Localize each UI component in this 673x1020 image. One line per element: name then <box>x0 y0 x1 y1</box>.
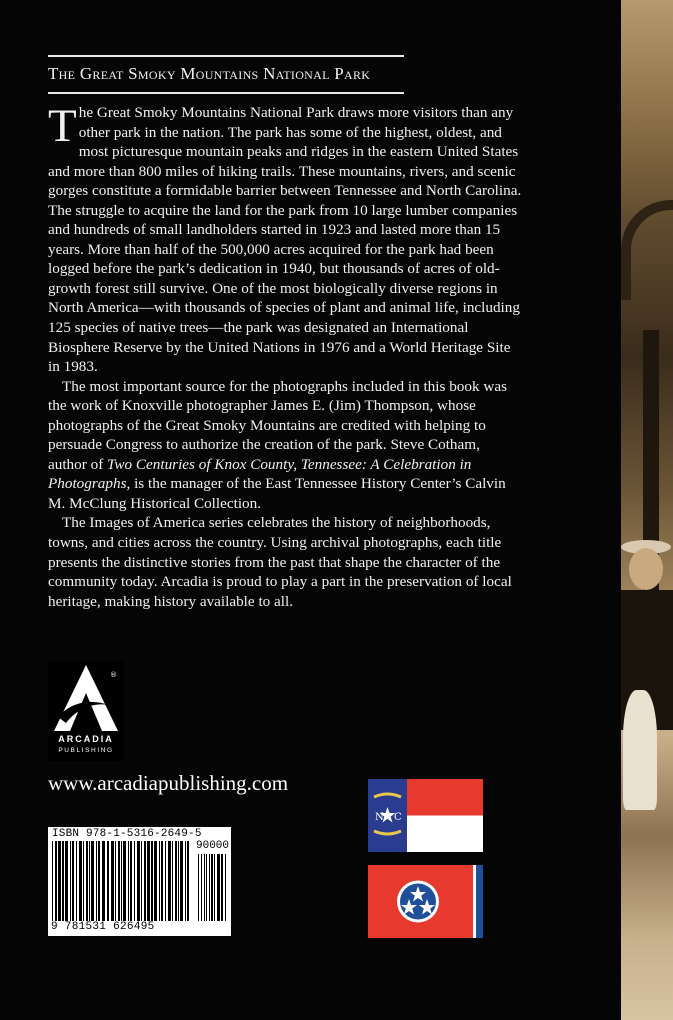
barcode-bar <box>83 841 84 921</box>
barcode-bar <box>178 841 179 921</box>
arcadia-a-icon <box>48 661 124 733</box>
registered-mark: ® <box>110 671 117 679</box>
barcode-bar <box>209 854 210 921</box>
barcode-bar <box>96 841 97 921</box>
barcode-bar <box>107 841 109 921</box>
barcode-bar <box>111 841 114 921</box>
barcode-bar <box>201 854 202 921</box>
barcode-bar <box>65 841 68 921</box>
barcode-bar <box>137 841 140 921</box>
barcode-bar <box>123 841 126 921</box>
barcode-bar <box>130 841 132 921</box>
barcode-bar <box>89 841 90 921</box>
book-reference: Two Centuries of Knox County, Tennessee: A Celebration in Photographs <box>48 455 472 493</box>
barcode-bar <box>79 841 82 921</box>
description <box>48 100 522 611</box>
photo-child <box>623 690 657 810</box>
barcode-bar <box>151 841 153 921</box>
paragraph-1-text: he Great Smoky Mountains National Park draws more visitors than any other park in the nation. The park has some of the highest, oldest, and most picturesque mountain peaks and ridges in the eastern United States and more than 800 miles of hiking trails. These mountains, rivers, and scenic gorges constitute a formidable barrier between Tennessee and North Carolina. The struggle to acquire the land for the park from 10 large lumber companies and hundreds of small landholders started in 1923 and lasted more than 15 years. More than half of the 500,000 acres acquired for the park had been logged before the park’s dedication in 1940, but thousands of acres of old-growth forest still survive. One of the most biologically diverse regions in North America—with thousands of species of plant and animal life, including 125 species of native trees—the park was designated an International Biosphere Reserve by the United Nations in 1976 and a World Heritage Site in 1983. <box>48 104 522 376</box>
barcode-bar <box>161 841 163 921</box>
barcode-bars <box>52 841 192 921</box>
title-rule <box>48 92 404 94</box>
north-carolina-flag <box>368 779 483 852</box>
top-rule <box>48 55 404 57</box>
barcode-bar <box>204 854 205 921</box>
paragraph-2 <box>48 377 522 514</box>
barcode-bar <box>98 841 100 921</box>
book-title: The Great Smoky Mountains National Park <box>48 64 371 83</box>
barcode-bar <box>175 841 177 921</box>
barcode-bar <box>147 841 150 921</box>
barcode-bar <box>134 841 135 921</box>
barcode-bar <box>72 841 74 921</box>
barcode-bar <box>217 854 220 921</box>
photo-arch <box>621 200 673 300</box>
barcode-bar <box>70 841 71 921</box>
publisher-url[interactable]: www.arcadiapublishing.com <box>48 771 289 795</box>
barcode-bar <box>141 841 142 921</box>
barcode-bar <box>159 841 160 921</box>
paragraph-1 <box>48 100 522 377</box>
barcode-bar <box>221 854 223 921</box>
paragraph-3: The Images of America series celebrates the history of neighborhoods, towns, and cities across the country. Using archival photographs, each title presents the distinctive stories from the past that shape the character of the community today. Arcadia is proud to play a part in the preservation of local heritage, making history available to all. <box>48 514 512 610</box>
barcode-bar <box>86 841 88 921</box>
barcode-bar <box>52 841 53 921</box>
logo-subtitle: PUBLISHING <box>58 747 114 754</box>
barcode-bar <box>211 854 213 921</box>
nc-letter-n: N <box>375 812 384 823</box>
price-code: 90000 <box>196 840 230 852</box>
photo-face <box>629 548 663 590</box>
barcode-addon-bars <box>198 854 228 921</box>
nc-letter-c: C <box>394 812 402 823</box>
barcode-bar <box>55 841 57 921</box>
barcode-bar <box>58 841 61 921</box>
barcode-digits: 9 781531 626495 <box>51 921 155 933</box>
barcode-bar <box>172 841 173 921</box>
barcode-bar <box>168 841 171 921</box>
barcode-bar <box>198 854 199 921</box>
barcode-bar <box>214 854 215 921</box>
barcode-bar <box>144 841 146 921</box>
barcode-bar <box>62 841 64 921</box>
barcode-bar <box>76 841 77 921</box>
barcode-bar <box>154 841 157 921</box>
isbn-text: ISBN 978-1-5316-2649-5 <box>52 828 202 840</box>
barcode-bar <box>115 841 116 921</box>
barcode-bar <box>180 841 183 921</box>
barcode-bar <box>225 854 226 921</box>
logo-name: ARCADIA <box>58 734 114 744</box>
tennessee-flag <box>368 865 483 938</box>
arcadia-logo <box>48 661 124 761</box>
barcode-bar <box>102 841 105 921</box>
cover-photo <box>621 0 673 1020</box>
barcode-bar <box>91 841 94 921</box>
barcode-bar <box>185 841 186 921</box>
barcode-bar <box>128 841 129 921</box>
barcode-bar <box>121 841 122 921</box>
isbn-barcode <box>48 827 231 936</box>
barcode-bar <box>206 854 207 921</box>
barcode-bar <box>187 841 189 921</box>
paragraph-2-end: , is the manager of the East Tennessee History Center’s Calvin M. McClung Historical Collection. <box>48 475 506 512</box>
drop-cap: T <box>48 100 77 152</box>
barcode-bar <box>165 841 166 921</box>
barcode-bar <box>118 841 120 921</box>
paragraph-2-start: The most important source for the photographs included in this book was the work of Knoxville photographer James E. (Jim) Thompson, whose photographs of the Great Smoky Mountains are credited with helping to persuade Congress to authorize the creation of the park. Steve Cotham, author of <box>48 377 507 473</box>
